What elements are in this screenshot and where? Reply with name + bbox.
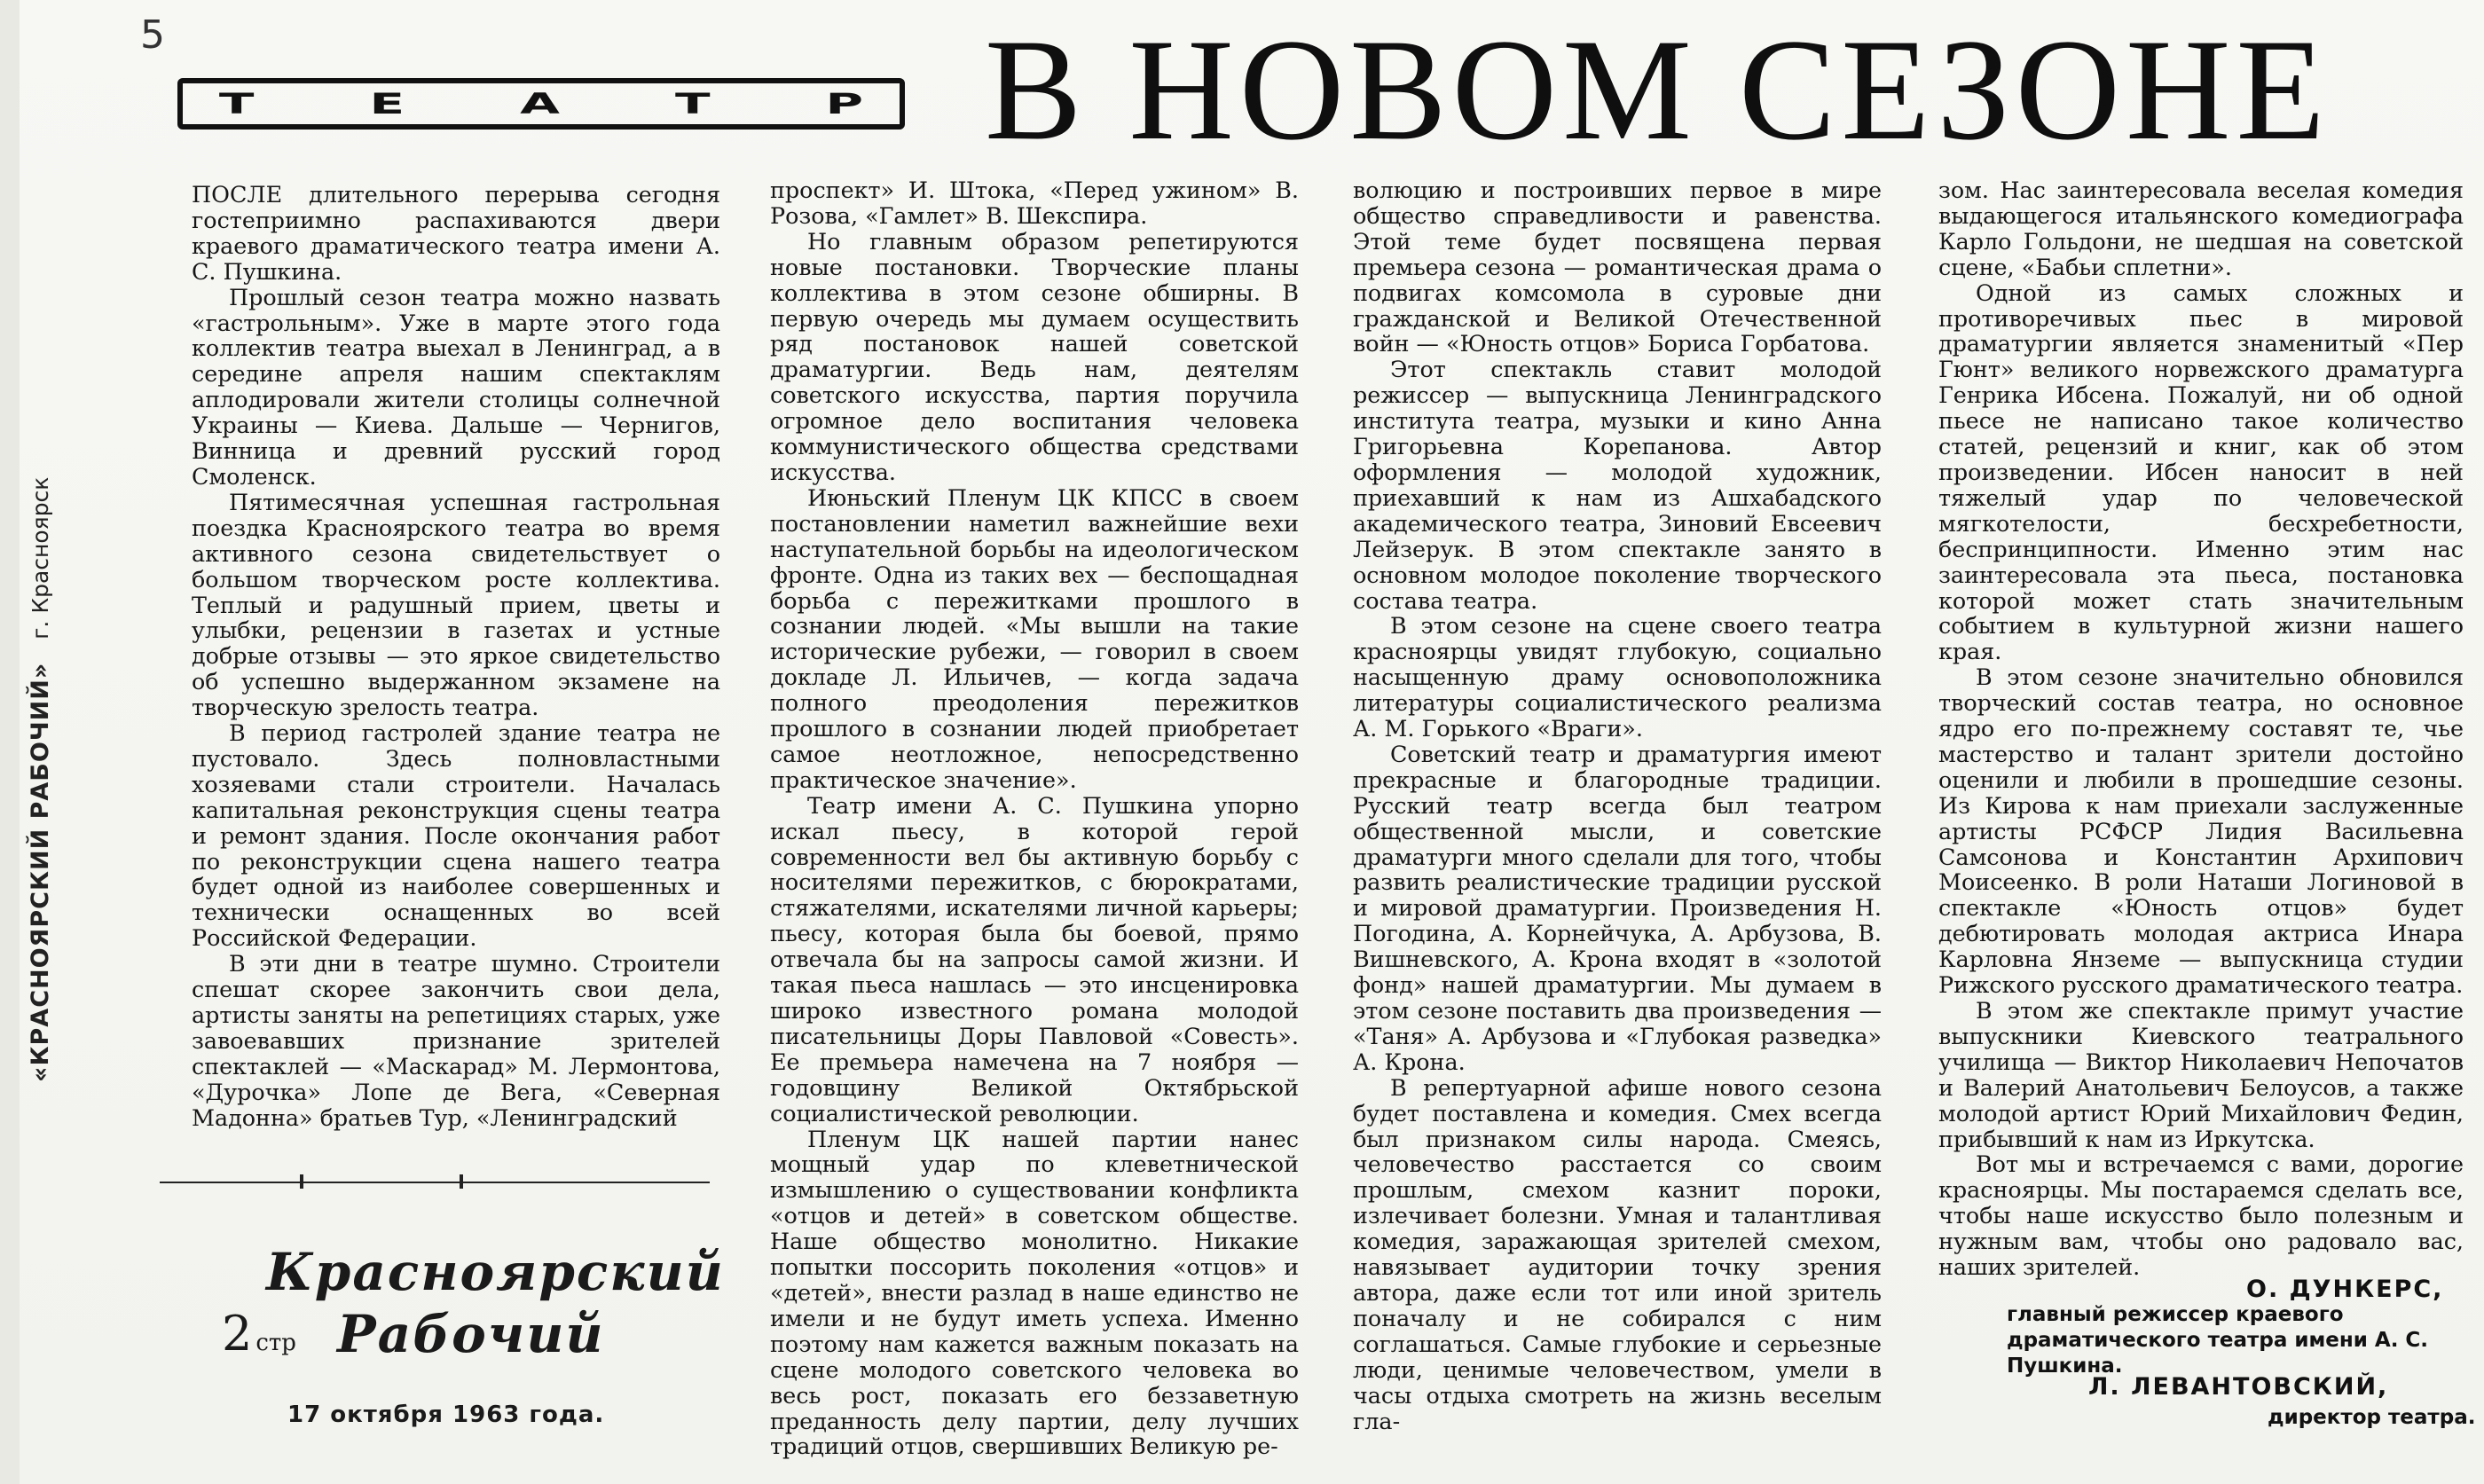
column-paragraph: Прошлый сезон театра можно назвать «гастрольным». Уже в марте этого года коллектив театра выехал в Ленинград, а в середине апреля нашим спектаклям аплодировали жители столицы солнечной Украины — Киева. Дальше — Чернигов, Винница и древний русский город Смоленск.	[192, 283, 720, 490]
article-column-2	[770, 177, 1299, 1459]
column-paragraph: Июньский Пленум ЦК КПСС в своем постановлении наметил важнейшие вехи наступательной борьбы на идеологическом фронте. Одна из таких вех — беспощадная борьба с пережитками прошлого в сознании людей. «Мы вышли на такие исторические рубежи, — говорил в своем докладе Л. Ильичев, — когда задача полного преодоления пережитков прошлого в сознании людей приобретает самое неотложное, непосредственно практическое значение».	[770, 483, 1299, 793]
paper-edge	[0, 0, 20, 1484]
article-headline: В НОВОМ СЕЗОНЕ	[985, 10, 2331, 170]
masthead-logo	[222, 1242, 725, 1366]
divider-ornament	[300, 1174, 303, 1189]
masthead-line-1: Красноярский	[266, 1242, 725, 1302]
column-paragraph: Пленум ЦК нашей партии нанес мощный удар по клеветнической измышлению о существовании конфликта «отцов и детей» в советском обществе. Наше общество монолитно. Никакие попытки поссорить поколения «отцов» и «детей», внести разлад в наше единство не имели и не будут иметь успеха. Именно поэтому нам кажется важным показать на сцене молодого советского человека во весь рост, показать его беззаветную преданность делу партии, делу лучших традиций отцов, свершивших Великую ре-	[770, 1125, 1299, 1460]
column-paragraph: В этом сезоне значительно обновился творческий состав театра, но основное ядро его по-прежнему составят те, чье мастерство и талант зрители достойно оценили и любили в прошедшие сезоны. Из Кирова к нам приехали заслуженные артисты РСФСР Лидия Васильевна Самсонова и Константин Архипович Моисеенко. В роли Наташи Логиновой в спектакле «Юность отцов» будет дебютировать молодая актриса Инара Карловна Янземе — выпускница студии Рижского русского драматического театра.	[1938, 663, 2464, 999]
rubric-label: ТЕАТР	[218, 87, 979, 121]
article-column-4	[1938, 177, 2464, 1280]
source-paper-name: «КРАСНОЯРСКИЙ РАБОЧИЙ»	[27, 662, 54, 1082]
handwritten-page-number: 5	[140, 12, 165, 58]
column-paragraph: В этом сезоне на сцене своего театра красноярцы увидят глубокую, социально насыщенную драму основоположника литературы социалистического реализма А. М. Горького «Враги».	[1353, 612, 1882, 742]
masthead-page-number: 2	[222, 1306, 253, 1362]
column-paragraph: В период гастролей здание театра не пустовало. Здесь полновластными хозяевами стали строители. Началась капитальная реконструкция сцены театра и ремонт здания. После окончания работ по реконструкции сцена нашего театра будет одной из наиболее совершенных и технически оснащенных во всей Российской Федерации.	[192, 719, 720, 952]
issue-date: 17 октября 1963 года.	[287, 1402, 605, 1428]
signature-role: главный режиссер краевого драматического театра имени А. С. Пушкина.	[2007, 1303, 2429, 1378]
column-paragraph: В эти дни в театре шумно. Строители спешат скорее закончить свои дела, артисты заняты на репетициях старых, уже завоевавших признание зрителей спектаклей — «Маскарад» М. Лермонтова, «Дурочка» Лопе де Вега, «Северная Мадонна» братьев Тур, «Ленинградский	[192, 950, 720, 1131]
signature-role: директор театра.	[2268, 1406, 2476, 1429]
column-paragraph: В репертуарной афише нового сезона будет поставлена и комедия. Смех всегда был признаком силы народа. Смеясь, человечество расстается со своим прошлым, смехом казнит пороки, излечивает болезни. Умная и талантливая комедия, заражающая зрителей смехом, навязывает аудитории точку зрения автора, даже если тот или иной зритель поначалу и не собирался с ним соглашаться. Самые глубокие и серьезные люди, ценимые человечеством, умели в часы отдыха смотреть на жизнь веселым гла-	[1353, 1073, 1882, 1434]
article-column-1	[192, 182, 720, 1131]
signature-name: Л. ЛЕВАНТОВСКИЙ,	[2088, 1373, 2389, 1401]
column-divider-rule	[160, 1182, 710, 1183]
column-paragraph: Этот спектакль ставит молодой режиссер — выпускница Ленинградского института театра, музыки и кино Анна Григорьевна Корепанова. Автор оформления — молодой художник, приехавший к нам из Ашхабадского академического театра, Зиновий Евсеевич Лейзерук. В этом спектакле занято в основном молодое поколение творческого состава театра.	[1353, 356, 1882, 614]
masthead-page	[222, 1306, 296, 1362]
column-paragraph: ПОСЛЕ длительного перерыва сегодня гостеприимно распахиваются двери краевого драматического театра имени А. С. Пушкина.	[192, 181, 720, 285]
masthead-line-2: Рабочий	[337, 1304, 605, 1364]
column-paragraph: Пятимесячная успешная гастрольная поездка Красноярского театра во время активного сезона свидетельствует о большом творческом росте коллектива. Теплый и радушный прием, цветы и улыбки, рецензии в газетах и устные добрые отзывы — это яркое свидетельство об успешно выдержанном экзамене на творческую зрелость театра.	[192, 488, 720, 721]
article-column-3	[1353, 177, 1882, 1433]
column-paragraph: Вот мы и встречаемся с вами, дорогие красноярцы. Мы постараемся сделать все, чтобы наше искусство было полезным и нужным вам, чтобы оно радовало вас, наших зрителей.	[1938, 1150, 2464, 1281]
source-label	[27, 476, 89, 1082]
masthead-page-suffix: стр	[255, 1330, 296, 1356]
column-paragraph: Одной из самых сложных и противоречивых пьес в мировой драматургии является знаменитый «Пер Гюнт» великого норвежского драматурга Генрика Ибсена. Пожалуй, ни об одной пьесе не написано такое количество статей, рецензий и книг, как об этом произведении. Ибсен наносит в ней тяжелый удар по человеческой мягкотелости, бесхребетности, беспринципности. Именно этим нас заинтересовала эта пьеса, постановка которой может стать значительным событием в культурной жизни нашего края.	[1938, 279, 2464, 665]
column-paragraph: проспект» И. Штока, «Перед ужином» В. Розова, «Гамлет» В. Шекспира.	[770, 177, 1299, 229]
source-city: г. Красноярск	[28, 476, 53, 640]
divider-ornament	[460, 1174, 463, 1189]
signature-name: О. ДУНКЕРС,	[2246, 1276, 2444, 1303]
column-paragraph: В этом же спектакле примут участие выпускники Киевского театрального училища — Виктор Николаевич Непочатов и Валерий Анатольевич Белоусов, а также молодой артист Юрий Михайлович Федин, прибывший к нам из Иркутска.	[1938, 997, 2464, 1152]
column-paragraph: волюцию и построивших первое в мире общество справедливости и равенства. Этой теме будет посвящена первая премьера сезона — романтическая драма о подвигах комсомола в суровые дни гражданской и Великой Отечественной войн — «Юность отцов» Бориса Горбатова.	[1353, 177, 1882, 357]
column-paragraph: Театр имени А. С. Пушкина упорно искал пьесу, в которой герой современности вел бы активную борьбу с носителями пережитков, с бюрократами, стяжателями, искателями личной карьеры; пьесу, которая была бы боевой, прямо отвечала бы на запросы самой жизни. И такая пьеса нашлась — это инсценировка широко известного романа молодой писательницы Доры Павловой «Совесть». Ее премьера намечена на 7 ноября — годовщину Великой Октябрьской социалистической революции.	[770, 791, 1299, 1127]
column-paragraph: Советский театр и драматургия имеют прекрасные и благородные традиции. Русский театр всегда был театром общественной мысли, и советские драматурги много сделали для того, чтобы развить реалистические традиции русской и мировой драматургии. Произведения Н. Погодина, А. Корнейчука, А. Арбузова, В. Вишневского, А. Крона входят в «золотой фонд» нашей драматургии. Мы думаем в этом сезоне поставить два произведения — «Таня» А. Арбузова и «Глубокая разведка» А. Крона.	[1353, 740, 1882, 1075]
column-paragraph: Но главным образом репетируются новые постановки. Творческие планы коллектива в этом сезоне обширны. В первую очередь мы думаем осуществить ряд постановок нашей советской драматургии. Ведь нам, деятелям советского искусства, партия поручила огромное дело воспитания человека коммунистического общества средствами искусства.	[770, 227, 1299, 485]
column-paragraph: зом. Нас заинтересовала веселая комедия выдающегося итальянского комедиографа Карло Гольдони, не шедшая на советской сцене, «Бабьи сплетни».	[1938, 177, 2464, 280]
rubric-box	[177, 78, 979, 130]
